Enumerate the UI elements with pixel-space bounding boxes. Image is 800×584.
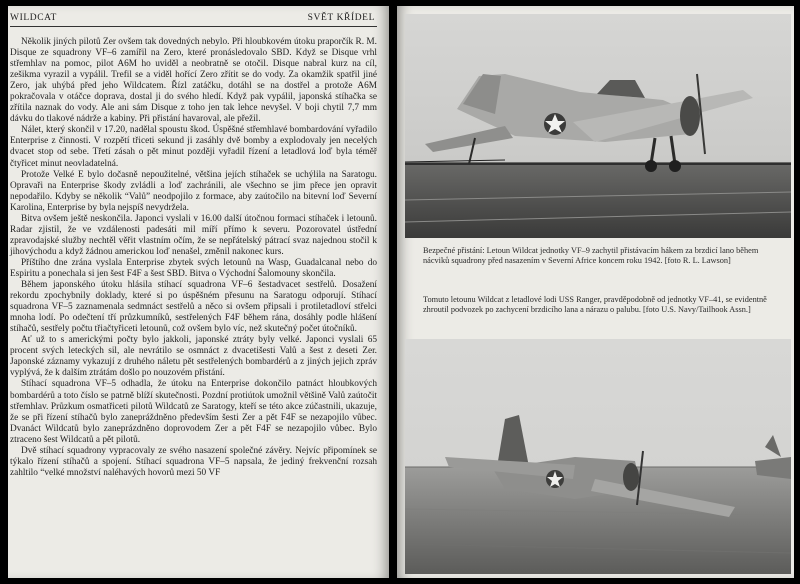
wildcat-crash-image	[405, 339, 791, 574]
paragraph: Ať už to s americkými počty bylo jakkoli, japonské ztráty byly velké. Japonci vyslali 65 procent svých leteckých sil, ale nevrátilo se osmnáct z dvacetišesti Valů a šest z deseti Zer. Japonské záznamy vykazují z druhého náletu pět sestřelených bombardérů a z jiných jejich zpráv vyplývá, že k dalším ztrátám došlo po nouzovém přistání.	[10, 335, 377, 379]
paragraph: Bitva ovšem ještě neskončila. Japonci vyslali v 16.00 další útočnou formaci stíhaček i letounů. Radar zjistil, že ve vzdálenosti padesáti mil míří přímo k severu. Pozorovatel ústřední zpravodajské služby nechtěl věřit vlastním očím, že se nepřátelský pátrací svaz najednou stočil k jihovýchodu a když žádnou americkou loď nenašel, změnil nakonec kurs.	[10, 213, 377, 257]
paragraph: Během japonského útoku hlásila stíhací squadrona VF–6 šestadvacet sestřelů. Dosažení rekordu zpochybnily doklady, které si po úspěšném přesunu na Saratogu odporují. Stíhací squadrona VF–5 zaznamenala sedmnáct sestřelů a něco si ovšem připsali i protiletadloví střelci mnoha lodí. Po odečtení tří průzkumníků, sestřelených F4F během rána, dosáhly podle hlášení stíhačů, sestřely počtu třiačtyřiceti letounů, což ovšem bylo víc, než skutečný počet útočníků.	[10, 280, 377, 335]
running-head-right: SVĚT KŘÍDEL	[307, 13, 375, 23]
paragraph: Dvě stíhací squadrony vypracovaly ze svého nasazení společné závěry. Nejvíc připomínek se týkalo řízení stíhačů a spojení. Stíhací squadrona VF–5 napsala, že jediný frekvenční rozsah zahltilo “velké množství naléhavých hovorů mezi 50 VF	[10, 445, 377, 478]
photo-caption: Tomuto letounu Wildcat z letadlové lodi USS Ranger, pravděpodobně od jednotky VF–41, se evidentně zhroutil podvozek po zachycení brzdicího lana a nárazu o palubu. [foto U.S. Navy/Tailhook Assn.]	[423, 295, 767, 315]
body-text	[10, 37, 377, 479]
paragraph: Několik jiných pilotů Zer ovšem tak dovedných nebylo. Při hloubkovém útoku praporčík R. M. Disque ze squadrony VF–6 zamířil na Zero, které pronásledovalo SBD. Když se Disque vrhl střemhlav na pomoc, pilot A6M ho uviděl a neobratně se otočil. Disque nabral kurz na cíl, zešikma vyrazil a vypálil. Trefil se a viděl hořící Zero zřítit se do vody. Za okamžik spatřil jiné Zero, jak uhýbá před jeho Wildcatem. Řízl zatáčku, dotáhl se na dostřel a protože A6M pokračovala v otáčce doprava, dostal ji do svého hledí. Když pak vypálil, japonská stíhačka se zřítila naznak do vody. Ale ani sám Disque z toho jen tak lehce nevyšel. V boji chytil 7,7 mm dávku do tlakové nádrže a kabiny. Při přistání havaroval, ale přežil.	[10, 37, 377, 125]
paragraph: Protože Velké E bylo dočasně nepoužitelné, většina jejích stíhaček se uchýlila na Saratogu. Opravaři na Enterprise škody zvládli a loď zachránili, ale všechno se jim přece jen opravit nepodařilo. Kdyby se několik “Valů” neodpojilo z formace, aby zaútočilo na bitevní loď Severní Karolina, Enterprise by byla nejspíš nevydržela.	[10, 169, 377, 213]
right-page	[397, 6, 794, 578]
paragraph: Nálet, který skončil v 17.20, nadělal spoustu škod. Úspěšné střemhlavé bombardování vyřadilo Enterprise z činnosti. V rozpětí třiceti sekund ji zasáhly dvě bomby a explodovaly jen necelých dvacet stop od sebe. Třetí zásah o pět minut později vyřadil řízení a letadlová loď byla téměř čtyřicet minut neovladatelná.	[10, 125, 377, 169]
wildcat-landing-image	[405, 14, 791, 238]
running-head-left: WILDCAT	[10, 13, 57, 23]
wildcat-crash-photo	[405, 339, 791, 574]
paragraph: Stíhací squadrona VF–5 odhadla, že útoku na Enterprise dokončilo patnáct hloubkových bombardérů a toto číslo se patrně blíží skutečnosti. Pozdní protiútok umožnil většině Valů zaútočit střemhlav. Průzkum osmatřiceti pilotů Wildcatů ze Saratogy, kteří se této akce zúčastnili, ukazuje, že se při řízení stíhačů bylo zanepráždněno především šesti Zer a pět F4F se nezapojilo vůbec. Dvanáct Wildcatů bylo zaneprázdněno doprovodem Zer a pět F4F se nezapojilo vůbec. Bylo ztraceno šest Wildcatů a pět pilotů.	[10, 379, 377, 445]
wildcat-landing-photo	[405, 14, 791, 238]
photo-caption: Bezpečné přistání: Letoun Wildcat jednotky VF–9 zachytil přistávacím hákem za brzdicí lano během nácviků squadrony před nasazením v Severní Africe koncem roku 1942. [foto R. L. Lawson]	[423, 246, 759, 266]
left-page	[8, 6, 389, 578]
header-rule	[10, 26, 377, 27]
paragraph: Příštího dne zrána vyslala Enterprise zbytek svých letounů na Wasp, Guadalcanal nebo do Espiritu a ponechala si jen šest F4F a šest SBD. Bitva o Východní Šalomouny skončila.	[10, 257, 377, 279]
